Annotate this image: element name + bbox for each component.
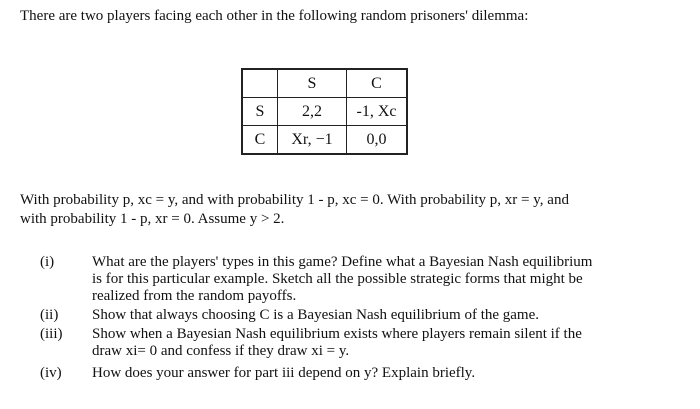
question-line: Show when a Bayesian Nash equilibrium exists where players remain silent if the: [92, 326, 582, 342]
matrix-cell-c-s: Xr, −1: [278, 126, 347, 155]
matrix-cell-c-c: 0,0: [347, 126, 408, 155]
matrix-row-c: [242, 126, 407, 155]
matrix-col-header-c: C: [347, 69, 408, 98]
matrix-row-header-c: C: [242, 126, 278, 155]
matrix-col-header-s: S: [278, 69, 347, 98]
intro-text: There are two players facing each other in the following random prisoners' dilemma:: [20, 8, 529, 24]
question-text: [92, 254, 652, 305]
paragraph-line-1: With probability p, xc = y, and with probability 1 - p, xc = 0. With probability p, xr = y, and: [20, 192, 569, 208]
payoff-matrix: [241, 68, 408, 155]
matrix-cell-s-c: -1, Xc: [347, 98, 408, 126]
probability-paragraph: [20, 191, 680, 229]
question-line: is for this particular example. Sketch all the possible strategic forms that might be: [92, 271, 583, 287]
question-text: [92, 307, 652, 324]
matrix-row-header-s: S: [242, 98, 278, 126]
paragraph-line-2: with probability 1 - p, xr = 0. Assume y > 2.: [20, 211, 285, 227]
question-line: What are the players' types in this game? Define what a Bayesian Nash equilibrium: [92, 254, 593, 270]
question-line: draw xi= 0 and confess if they draw xi = y.: [92, 343, 350, 359]
question-label: (ii): [40, 307, 59, 323]
matrix-row-s: [242, 98, 407, 126]
question-line: How does your answer for part iii depend on y? Explain briefly.: [92, 365, 476, 381]
question-text: [92, 365, 652, 382]
matrix-corner-cell: [242, 69, 278, 98]
question-line: Show that always choosing C is a Bayesian Nash equilibrium of the game.: [92, 307, 540, 323]
question-text: [92, 326, 652, 360]
question-label: (i): [40, 254, 55, 270]
matrix-header-row: [242, 69, 407, 98]
question-label: (iv): [40, 365, 62, 381]
question-label: (iii): [40, 326, 63, 342]
matrix-cell-s-s: 2,2: [278, 98, 347, 126]
question-line: realized from the random payoffs.: [92, 288, 297, 304]
